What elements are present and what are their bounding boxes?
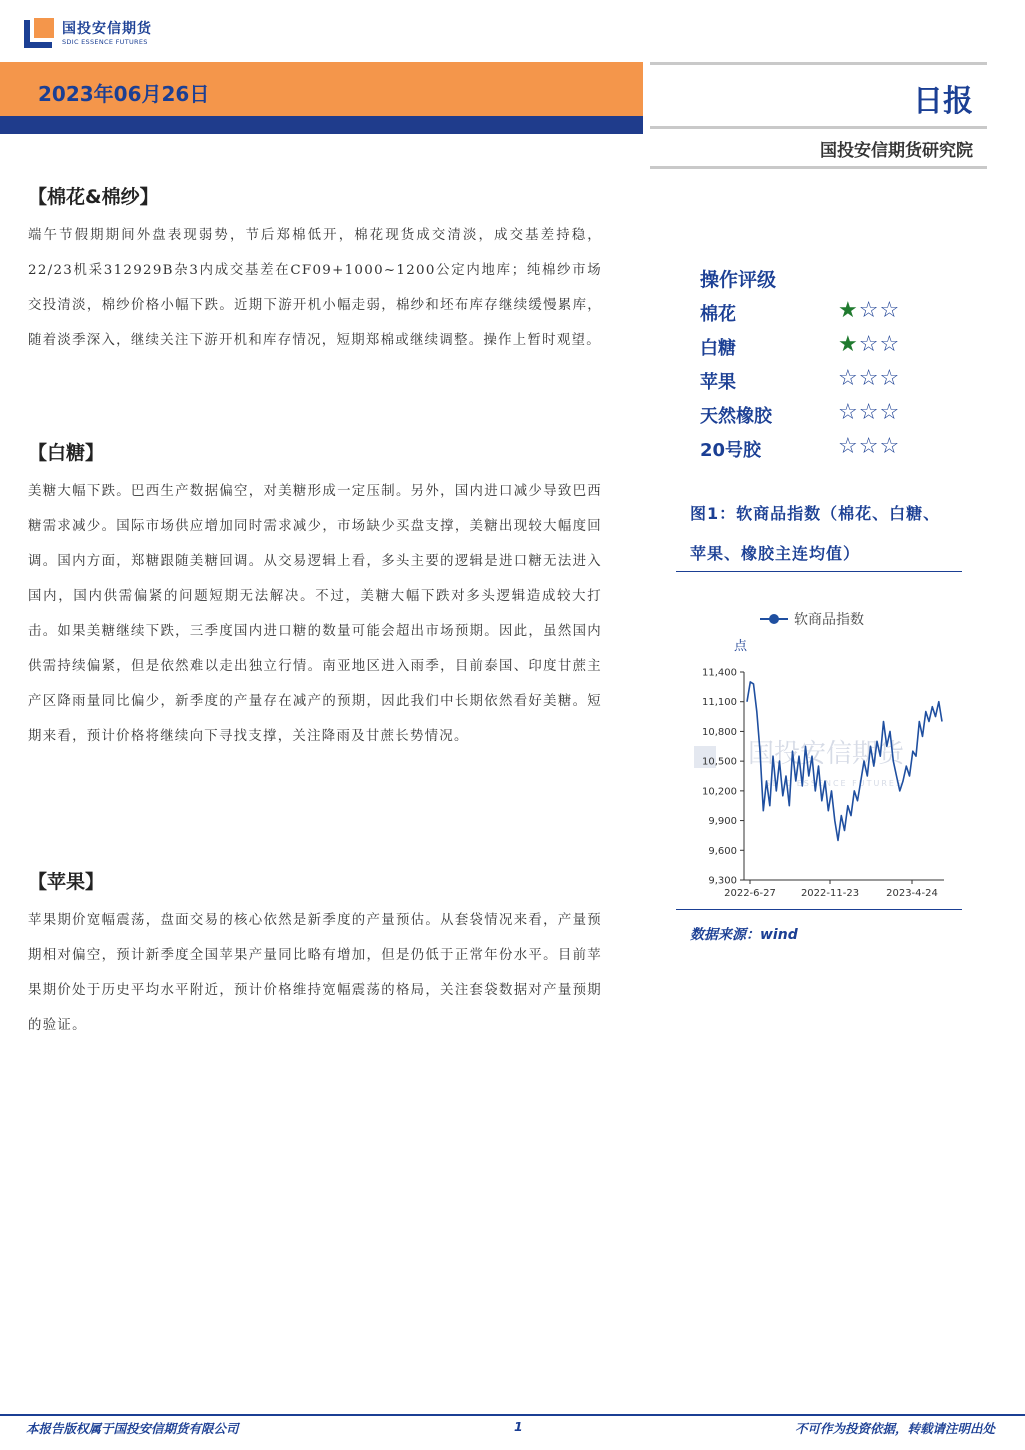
figure-top-rule <box>676 571 962 572</box>
y-tick-label: 10,500 <box>702 756 737 768</box>
rating-list <box>700 300 960 470</box>
y-tick-label: 11,400 <box>702 667 737 679</box>
rating-item-name: 棉花 <box>700 304 736 325</box>
watermark-text: 国投安信期货 <box>747 739 905 769</box>
section-text-sugar: 美糖大幅下跌。巴西生产数据偏空，对美糖形成一定压制。另外，国内进口减少导致巴西糖需求减少。国际市场供应增加同时需求减少，市场缺少买盘支撑，美糖出现较大幅度回调。国内方面，郑糖跟随美糖回调。从交易逻辑上看，多头主要的逻辑是进口糖无法进入国内，国内供需偏紧的问题短期无法解决。不过，美糖大幅下跌对多头逻辑造成较大打击。如果美糖继续下跌，三季度国内进口糖的数量可能会超出市场预期。因此，虽然国内供需持续偏紧，但是依然难以走出独立行情。南亚地区进入雨季，目前泰国、印度甘蔗主产区降雨量同比偏少，新季度的产量存在减产的预期，因此我们中长期依然看好美糖。短期来看，预计价格将继续向下寻找支撑，关注降雨及甘蔗长势情况。 <box>28 484 602 744</box>
rating-stars <box>838 366 900 391</box>
star-outline-icon: ☆ <box>858 434 880 459</box>
footer-disclaimer: 不可作为投资依据，转载请注明出处 <box>794 1421 995 1436</box>
legend-marker <box>769 614 779 624</box>
rating-stars <box>838 434 900 459</box>
y-tick-label: 10,200 <box>702 786 737 798</box>
rating-stars <box>838 332 900 357</box>
rating-row <box>700 368 960 402</box>
y-tick-label: 11,100 <box>702 697 737 709</box>
legend-label: 软商品指数 <box>794 612 864 628</box>
header-divider-bottom <box>650 166 987 169</box>
section-title-cotton: 【棉花&棉纱】 <box>28 186 159 208</box>
page-number: 1 <box>514 1419 523 1434</box>
rating-row <box>700 436 960 470</box>
star-outline-icon: ☆ <box>879 434 901 459</box>
rating-title: 操作评级 <box>700 269 777 291</box>
rating-item-name: 20号胶 <box>700 440 762 461</box>
y-tick-label: 9,600 <box>708 845 737 857</box>
section-text-cotton: 端午节假期期间外盘表现弱势，节后郑棉低开，棉花现货成交清淡，成交基差持稳，22/23机采312929B杂3内成交基差在CF09+1000~1200公定内地库；纯棉纱市场交投清淡，棉纱价格小幅下跌。近期下游开机小幅走弱，棉纱和坯布库存继续缓慢累库，随着淡季深入，继续关注下游开机和库存情况，短期郑棉或继续调整。操作上暂时观望。 <box>28 228 602 348</box>
star-outline-icon: ☆ <box>879 332 901 357</box>
soft-commodity-index-chart <box>676 596 962 908</box>
rating-stars <box>838 298 900 323</box>
x-tick-label: 2022-6-27 <box>724 888 776 899</box>
footer-rule <box>0 1414 1025 1416</box>
logo-text-en: SDIC ESSENCE FUTURES <box>62 38 148 46</box>
logo-mark-icon <box>22 16 56 50</box>
data-source: 数据来源：wind <box>690 927 798 943</box>
star-outline-icon: ☆ <box>858 298 880 323</box>
rating-row <box>700 334 960 368</box>
footer-copyright: 本报告版权属于国投安信期货有限公司 <box>26 1421 239 1436</box>
star-outline-icon: ☆ <box>838 366 859 391</box>
star-outline-icon: ☆ <box>879 366 901 391</box>
star-outline-icon: ☆ <box>858 332 880 357</box>
x-tick-label: 2023-4-24 <box>886 888 938 899</box>
y-tick-label: 10,800 <box>702 726 737 738</box>
institute-name: 国投安信期货研究院 <box>820 141 973 161</box>
company-logo <box>22 14 172 54</box>
star-outline-icon: ☆ <box>858 400 880 425</box>
star-outline-icon: ☆ <box>838 400 859 425</box>
report-type-title: 日报 <box>913 84 973 119</box>
chart-container <box>676 596 962 908</box>
star-outline-icon: ☆ <box>838 434 859 459</box>
rating-row <box>700 300 960 334</box>
section-text-apple: 苹果期价宽幅震荡，盘面交易的核心依然是新季度的产量预估。从套袋情况来看，产量预期相对偏空，预计新季度全国苹果产量同比略有增加，但是仍低于正常年份水平。目前苹果期价处于历史平均水平附近，预计价格维持宽幅震荡的格局，关注套袋数据对产量预期的验证。 <box>28 913 602 1033</box>
x-tick-label: 2022-11-23 <box>800 888 860 899</box>
logo-text-cn: 国投安信期货 <box>62 21 152 37</box>
star-outline-icon: ☆ <box>879 400 901 425</box>
report-date: 2023年06月26日 <box>38 82 210 106</box>
header-blue-band <box>0 116 643 134</box>
star-filled-icon: ★ <box>838 298 859 323</box>
rating-item-name: 天然橡胶 <box>700 406 772 427</box>
y-tick-label: 9,900 <box>708 816 737 828</box>
star-filled-icon: ★ <box>838 332 859 357</box>
rating-panel <box>700 266 960 470</box>
header-divider-middle <box>650 126 987 129</box>
y-tick-label: 9,300 <box>708 875 737 887</box>
figure-title: 图1：软商品指数（棉花、白糖、苹果、橡胶主连均值） <box>690 504 941 563</box>
figure-bottom-rule <box>676 909 962 910</box>
rating-row <box>700 402 960 436</box>
star-outline-icon: ☆ <box>879 298 901 323</box>
header-divider-top <box>650 62 987 65</box>
rating-item-name: 白糖 <box>700 338 736 359</box>
watermark-subtext: SDIC ESSENCE FUTURES <box>764 779 904 788</box>
rating-item-name: 苹果 <box>700 372 736 393</box>
rating-stars <box>838 400 900 425</box>
y-axis-label: 点 <box>734 639 748 654</box>
star-outline-icon: ☆ <box>858 366 880 391</box>
section-title-sugar: 【白糖】 <box>28 442 105 464</box>
section-title-apple: 【苹果】 <box>28 871 105 893</box>
